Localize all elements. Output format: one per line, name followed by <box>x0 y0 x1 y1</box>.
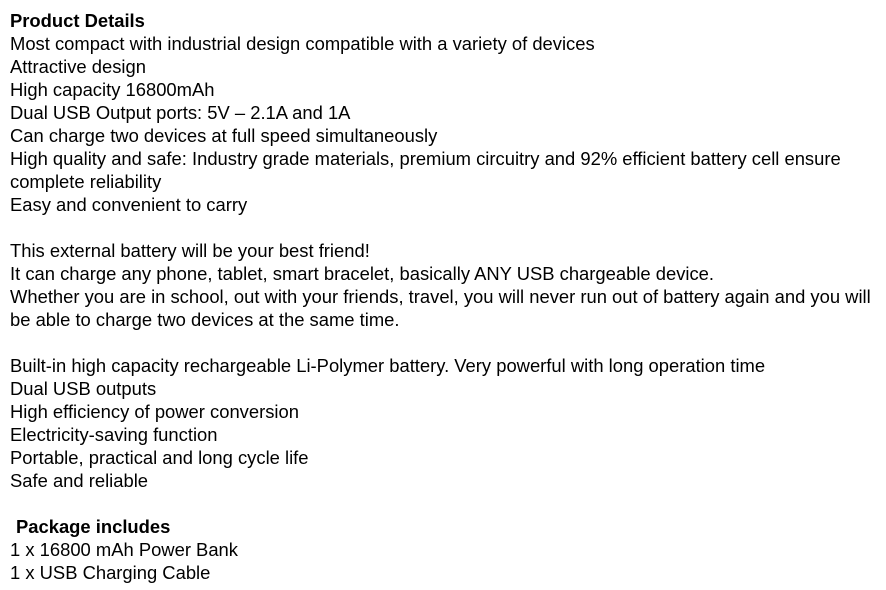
paragraph-spacer <box>10 216 882 239</box>
product-details-item: High capacity 16800mAh <box>10 79 215 100</box>
product-details-item: Most compact with industrial design compatible with a variety of devices <box>10 33 595 54</box>
product-details-item: Attractive design <box>10 56 146 77</box>
description-line: It can charge any phone, tablet, smart bracelet, basically ANY USB chargeable device. <box>10 263 715 284</box>
paragraph-spacer <box>10 331 882 354</box>
product-details-heading: Product Details <box>10 10 145 31</box>
product-details-item: Dual USB Output ports: 5V – 2.1A and 1A <box>10 102 351 123</box>
description-line: Whether you are in school, out with your friends, travel, you will never run out of battery again and you will be able to charge two devices at the same time. <box>10 286 871 330</box>
package-item: 1 x 16800 mAh Power Bank <box>10 539 238 560</box>
feature-item: High efficiency of power conversion <box>10 401 299 422</box>
feature-item: Dual USB outputs <box>10 378 157 399</box>
package-item: 1 x USB Charging Cable <box>10 562 211 583</box>
product-details-item: Easy and convenient to carry <box>10 194 248 215</box>
package-includes-heading: Package includes <box>16 516 171 537</box>
feature-item: Electricity-saving function <box>10 424 218 445</box>
paragraph-spacer <box>10 492 882 515</box>
product-details-item: High quality and safe: Industry grade materials, premium circuitry and 92% efficient battery cell ensure complete reliability <box>10 148 841 192</box>
product-details-item: Can charge two devices at full speed simultaneously <box>10 125 438 146</box>
description-line: This external battery will be your best friend! <box>10 240 370 261</box>
product-description-document <box>10 9 882 584</box>
feature-item: Built-in high capacity rechargeable Li-Polymer battery. Very powerful with long operation time <box>10 355 766 376</box>
feature-item: Portable, practical and long cycle life <box>10 447 309 468</box>
feature-item: Safe and reliable <box>10 470 149 491</box>
